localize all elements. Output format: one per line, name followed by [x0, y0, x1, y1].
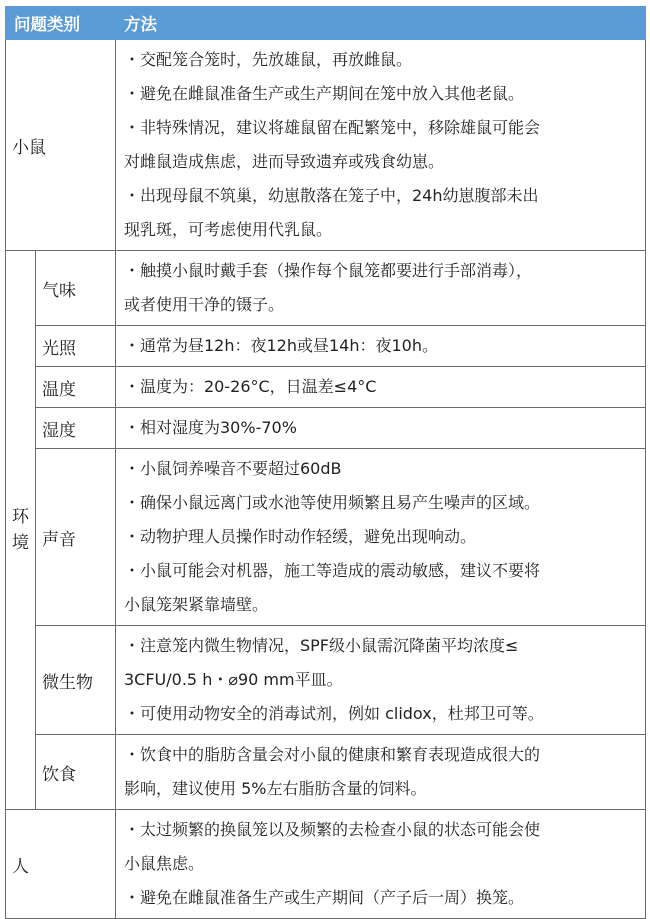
table-header-row: [6, 7, 646, 40]
method-smell: [116, 251, 646, 326]
subcategory-temperature: 温度: [36, 367, 116, 408]
subcategory-microbe: 微生物: [36, 626, 116, 735]
method-mouse: [116, 40, 646, 251]
method-temperature: [116, 367, 646, 408]
header-category: 问题类别: [6, 7, 116, 40]
category-environment-char2: 境: [12, 533, 29, 553]
method-line: 小鼠焦虑。: [124, 854, 205, 873]
table-row-diet: [6, 735, 646, 810]
method-line: ・温度为：20-26°C，日温差≤4°C: [124, 377, 377, 396]
method-line: ・注意笼内微生物情况，SPF级小鼠需沉降菌平均浓度≤: [124, 636, 519, 655]
table-row-microbe: [6, 626, 646, 735]
table-row-sound: [6, 449, 646, 626]
method-line: ・避免在雌鼠准备生产或生产期间（产子后一周）换笼。: [124, 888, 525, 907]
method-line: ・饮食中的脂肪含量会对小鼠的健康和繁育表现造成很大的: [124, 745, 541, 764]
table-row-person: [6, 810, 646, 919]
method-line: 3CFU/0.5 h・⌀90 mm平皿。: [124, 670, 343, 689]
method-line: ・避免在雌鼠准备生产或生产期间在笼中放入其他老鼠。: [124, 84, 525, 103]
method-line: ・非特殊情况，建议将雄鼠留在配繁笼中，移除雄鼠可能会: [124, 118, 541, 137]
method-humidity: [116, 408, 646, 449]
header-method: 方法: [116, 7, 646, 40]
method-line: ・触摸小鼠时戴手套（操作每个鼠笼都要进行手部消毒），: [124, 261, 533, 280]
subcategory-sound: 声音: [36, 449, 116, 626]
method-line: 影响，建议使用 5%左右脂肪含量的饲料。: [124, 779, 427, 798]
method-line: ・小鼠可能会对机器，施工等造成的震动敏感，建议不要将: [124, 561, 541, 580]
table-row-temperature: [6, 367, 646, 408]
table-row-humidity: [6, 408, 646, 449]
category-mouse: 小鼠: [6, 40, 116, 251]
method-line: ・交配笼合笼时，先放雄鼠，再放雌鼠。: [124, 50, 413, 69]
table-row-light: [6, 326, 646, 367]
subcategory-diet: 饮食: [36, 735, 116, 810]
category-environment-char1: 环: [12, 507, 29, 527]
table-row-smell: [6, 251, 646, 326]
method-line: ・出现母鼠不筑巢，幼崽散落在笼子中，24h幼崽腹部未出: [124, 186, 539, 205]
category-person: 人: [6, 810, 116, 919]
method-person: [116, 810, 646, 919]
method-line: ・动物护理人员操作时动作轻缓，避免出现响动。: [124, 527, 477, 546]
category-environment: [6, 251, 36, 810]
method-microbe: [116, 626, 646, 735]
method-line: 对雌鼠造成焦虑，进而导致遗弃或残食幼崽。: [124, 152, 445, 171]
method-line: ・太过频繁的换鼠笼以及频繁的去检查小鼠的状态可能会使: [124, 820, 541, 839]
subcategory-smell: 气味: [36, 251, 116, 326]
mouse-care-table: [5, 6, 646, 919]
method-diet: [116, 735, 646, 810]
method-line: 小鼠笼架紧靠墙壁。: [124, 595, 269, 614]
method-line: ・通常为昼12h：夜12h或昼14h：夜10h。: [124, 336, 439, 355]
subcategory-light: 光照: [36, 326, 116, 367]
method-line: ・相对湿度为30%-70%: [124, 418, 297, 437]
method-light: [116, 326, 646, 367]
method-line: 现乳斑，可考虑使用代乳鼠。: [124, 220, 333, 239]
method-line: ・小鼠饲养噪音不要超过60dB: [124, 459, 342, 478]
method-sound: [116, 449, 646, 626]
method-line: 或者使用干净的镊子。: [124, 295, 285, 314]
method-line: ・确保小鼠远离门或水池等使用频繁且易产生噪声的区域。: [124, 493, 541, 512]
method-line: ・可使用动物安全的消毒试剂，例如 clidox，杜邦卫可等。: [124, 704, 544, 723]
subcategory-humidity: 湿度: [36, 408, 116, 449]
table-row-mouse: [6, 40, 646, 251]
